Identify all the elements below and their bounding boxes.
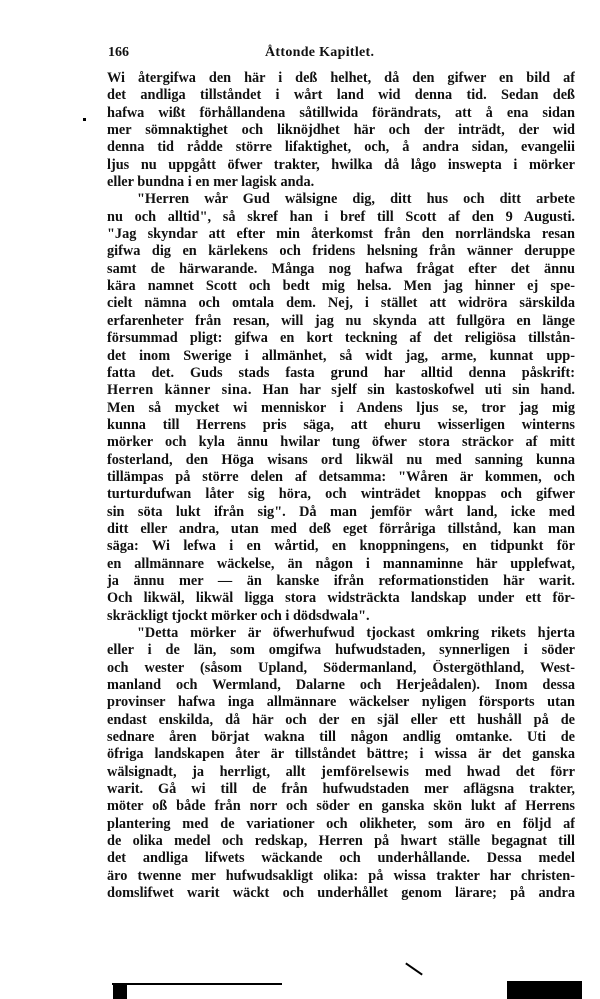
line-text: hafwa wißt förhållandena såtillwida förändrats, att å ena sidan (107, 104, 575, 121)
line-text: fatta det. Guds stads fasta grund har alltid denna påskrift: (107, 364, 575, 381)
text-line (107, 660, 575, 677)
line-text: "Jag skyndar att efter min återkomst från den norrländska resan (107, 226, 575, 243)
text-line (107, 712, 575, 729)
text-line (107, 486, 575, 503)
line-text: "Herren wår Gud wälsigne dig, ditt hus och ditt arbete (137, 191, 575, 208)
line-text: warit. Gå wi till de från hufwudstaden mer aflägsna trakter, (107, 781, 575, 798)
text-line (107, 105, 575, 122)
line-text: mörker och kyla ännu hwilar tung öfwer stora sträckor af mitt (107, 434, 575, 451)
text-line (107, 400, 575, 417)
text-line (107, 850, 575, 867)
text-line (107, 798, 575, 815)
line-text: skräckligt tjockt mörker och i dödsdwala". (107, 607, 370, 624)
line-text: domslifwet warit wäckt och underhållet genom lärare; på andra (107, 885, 575, 902)
line-text: endast enskilda, då här och der en själ eller ett hushåll på de (107, 711, 575, 728)
line-text: sednare åren börjat wakna till någon andlig omtanke. Uti de (107, 729, 575, 746)
line-text: det andliga lifwets wäckande och underhållande. Dessa medel (107, 850, 575, 867)
line-text: de olika medel och redskap, Herren på hwart ställe begagnat till (107, 833, 575, 850)
line-text: äro twenne mer hufwudsakligt olika: på wissa trakter har christen- (107, 867, 575, 884)
line-text: eller bundna i en mer lagisk anda. (107, 174, 315, 191)
line-text: erfarenheter från resan, will jag nu skynda att fullgöra en länge (107, 312, 575, 329)
line-text: fosterland, den Höga wisans ord likwäl nu med sanning kunna (107, 451, 575, 468)
text-line (107, 469, 575, 486)
text-line (107, 330, 575, 347)
line-text: kunna till Herrens pris säga, att ehuru wisserligen winterns (107, 416, 575, 433)
scan-dot (83, 118, 86, 121)
line-text: eller i de län, som omgifwa hufwudstaden, synnerligen i söder (107, 642, 575, 659)
text-line (107, 139, 575, 156)
text-line (107, 209, 575, 226)
text-line (107, 677, 575, 694)
line-text: wälsignadt, ja herrligt, allt (107, 763, 322, 780)
text-line (107, 573, 575, 590)
line-text: tillämpas på större delen af detsamma: "Wåren är kommen, och (107, 468, 575, 485)
text-line (107, 174, 575, 191)
text-line (107, 434, 575, 451)
line-text: "Detta mörker är öfwerhufwud tjockast omkring rikets hjerta (137, 625, 575, 641)
text-line (107, 87, 575, 104)
line-text: Och likwäl, likwäl ligga stora widsträckta landskap under ett för- (107, 590, 575, 607)
line-text: mer sömnaktighet och liknöjdhet här och der inträdt, der wid (107, 122, 575, 139)
running-head: Åttonde Kapitlet. (265, 45, 375, 60)
page-number: 166 (108, 45, 129, 60)
text-line (107, 261, 575, 278)
line-text: möter oß både från norr och söder en ganska skön lukt af Herrens (107, 798, 575, 815)
line-text: det andliga tillståndet i wårt land wid denna tid. Sedan deß (107, 87, 575, 104)
line-text: säga: Wi lefwa i en wårtid, en knoppningens, en tidpunkt för (107, 538, 575, 555)
line-text: med hwad det förr (409, 763, 575, 780)
text-line (107, 157, 575, 174)
line-text: cielt nämna och omtala dem. Nej, i stället att widröra särskilda (107, 295, 575, 312)
text-line (107, 452, 575, 469)
line-text: det inom Swerige i allmänhet, så widt jag, arme, kunnat upp- (107, 347, 575, 364)
line-text: öfriga landskapen åter är tillståndet bättre; i wissa är det ganska (107, 746, 575, 763)
text-line (107, 382, 575, 399)
text-line (107, 243, 575, 260)
text-line (107, 625, 575, 642)
text-line (107, 885, 575, 902)
line-text: nu och alltid", så skref han i bref till Scott af den 9 Augusti. (107, 208, 575, 225)
line-text: turturdufwan låter sig höra, och winträdet knoppas och gifwer (107, 486, 575, 503)
text-line (107, 538, 575, 555)
text-line (107, 191, 575, 208)
scan-artifact-right (507, 981, 582, 999)
emphasized-text: jemförelsewis (321, 763, 410, 780)
text-line (107, 521, 575, 538)
line-text: provinser hafwa inga allmännare wäckelser nyligen försports utan (107, 694, 575, 711)
text-line (107, 278, 575, 295)
text-line (107, 764, 575, 781)
text-line (107, 816, 575, 833)
line-text: Han har sjelf sin kastoskofwel uti sin hand. (251, 382, 575, 399)
text-line (107, 781, 575, 798)
line-text: samt de härwarande. Många nog hafwa frågat efter det ännu (107, 260, 575, 277)
line-text: plantering med de variationer och olikheter, som äro en följd af (107, 815, 575, 832)
text-line (107, 642, 575, 659)
line-text: försummad pligt: gifwa en kort teckning af det religiösa tillstån- (107, 330, 575, 347)
line-text: ja ännu mer — än kanske ifrån reformationstiden här warit. (107, 572, 575, 589)
text-line (107, 226, 575, 243)
line-text: Men så mycket wi menniskor i Andens ljus se, tror jag mig (107, 399, 575, 416)
text-line (107, 868, 575, 885)
body-text (107, 70, 575, 903)
text-line (107, 833, 575, 850)
text-line (107, 295, 575, 312)
text-line (107, 313, 575, 330)
text-line (107, 746, 575, 763)
text-line (107, 504, 575, 521)
text-line (107, 590, 575, 607)
line-text: Wi återgifwa den här i deß helhet, då den gifwer en bild af (107, 70, 575, 86)
line-text: ditt eller andra, utan med deß eget förråriga tillstånd, kan man (107, 520, 575, 537)
text-line (107, 365, 575, 382)
text-line (107, 417, 575, 434)
text-line (107, 348, 575, 365)
text-line (107, 122, 575, 139)
line-text: sin söta lukt ifrån sig". Då man jemför wårt land, icke med (107, 503, 575, 520)
scan-artifact-scribble (405, 962, 423, 975)
text-line (107, 70, 575, 87)
scan-artifact-left (113, 985, 127, 999)
text-line (107, 556, 575, 573)
line-text: och wester (såsom Upland, Södermanland, Östergöthland, West- (107, 659, 575, 676)
line-text: ljus nu uppgått öfwer trakter, hwilka då lågo inswepta i mörker (107, 156, 575, 173)
line-text: en allmännare wäckelse, än någon i mannaminne här upplefwat, (107, 555, 575, 572)
line-text: kära namnet Scott och bedt mig helsa. Men jag hinner ej spe- (107, 278, 575, 295)
text-line (107, 729, 575, 746)
text-line (107, 694, 575, 711)
text-line (107, 608, 575, 625)
emphasized-text: Herren känner sina. (107, 382, 252, 399)
line-text: denna tid rådde större lifaktighet, och, å andra sidan, evangelii (107, 139, 575, 156)
scan-artifact-line (112, 983, 282, 985)
line-text: manland och Wermland, Dalarne och Herjeådalen). Inom dessa (107, 677, 575, 694)
line-text: gifwa dig en kärlekens och fridens helsning från wänner deruppe (107, 243, 575, 260)
